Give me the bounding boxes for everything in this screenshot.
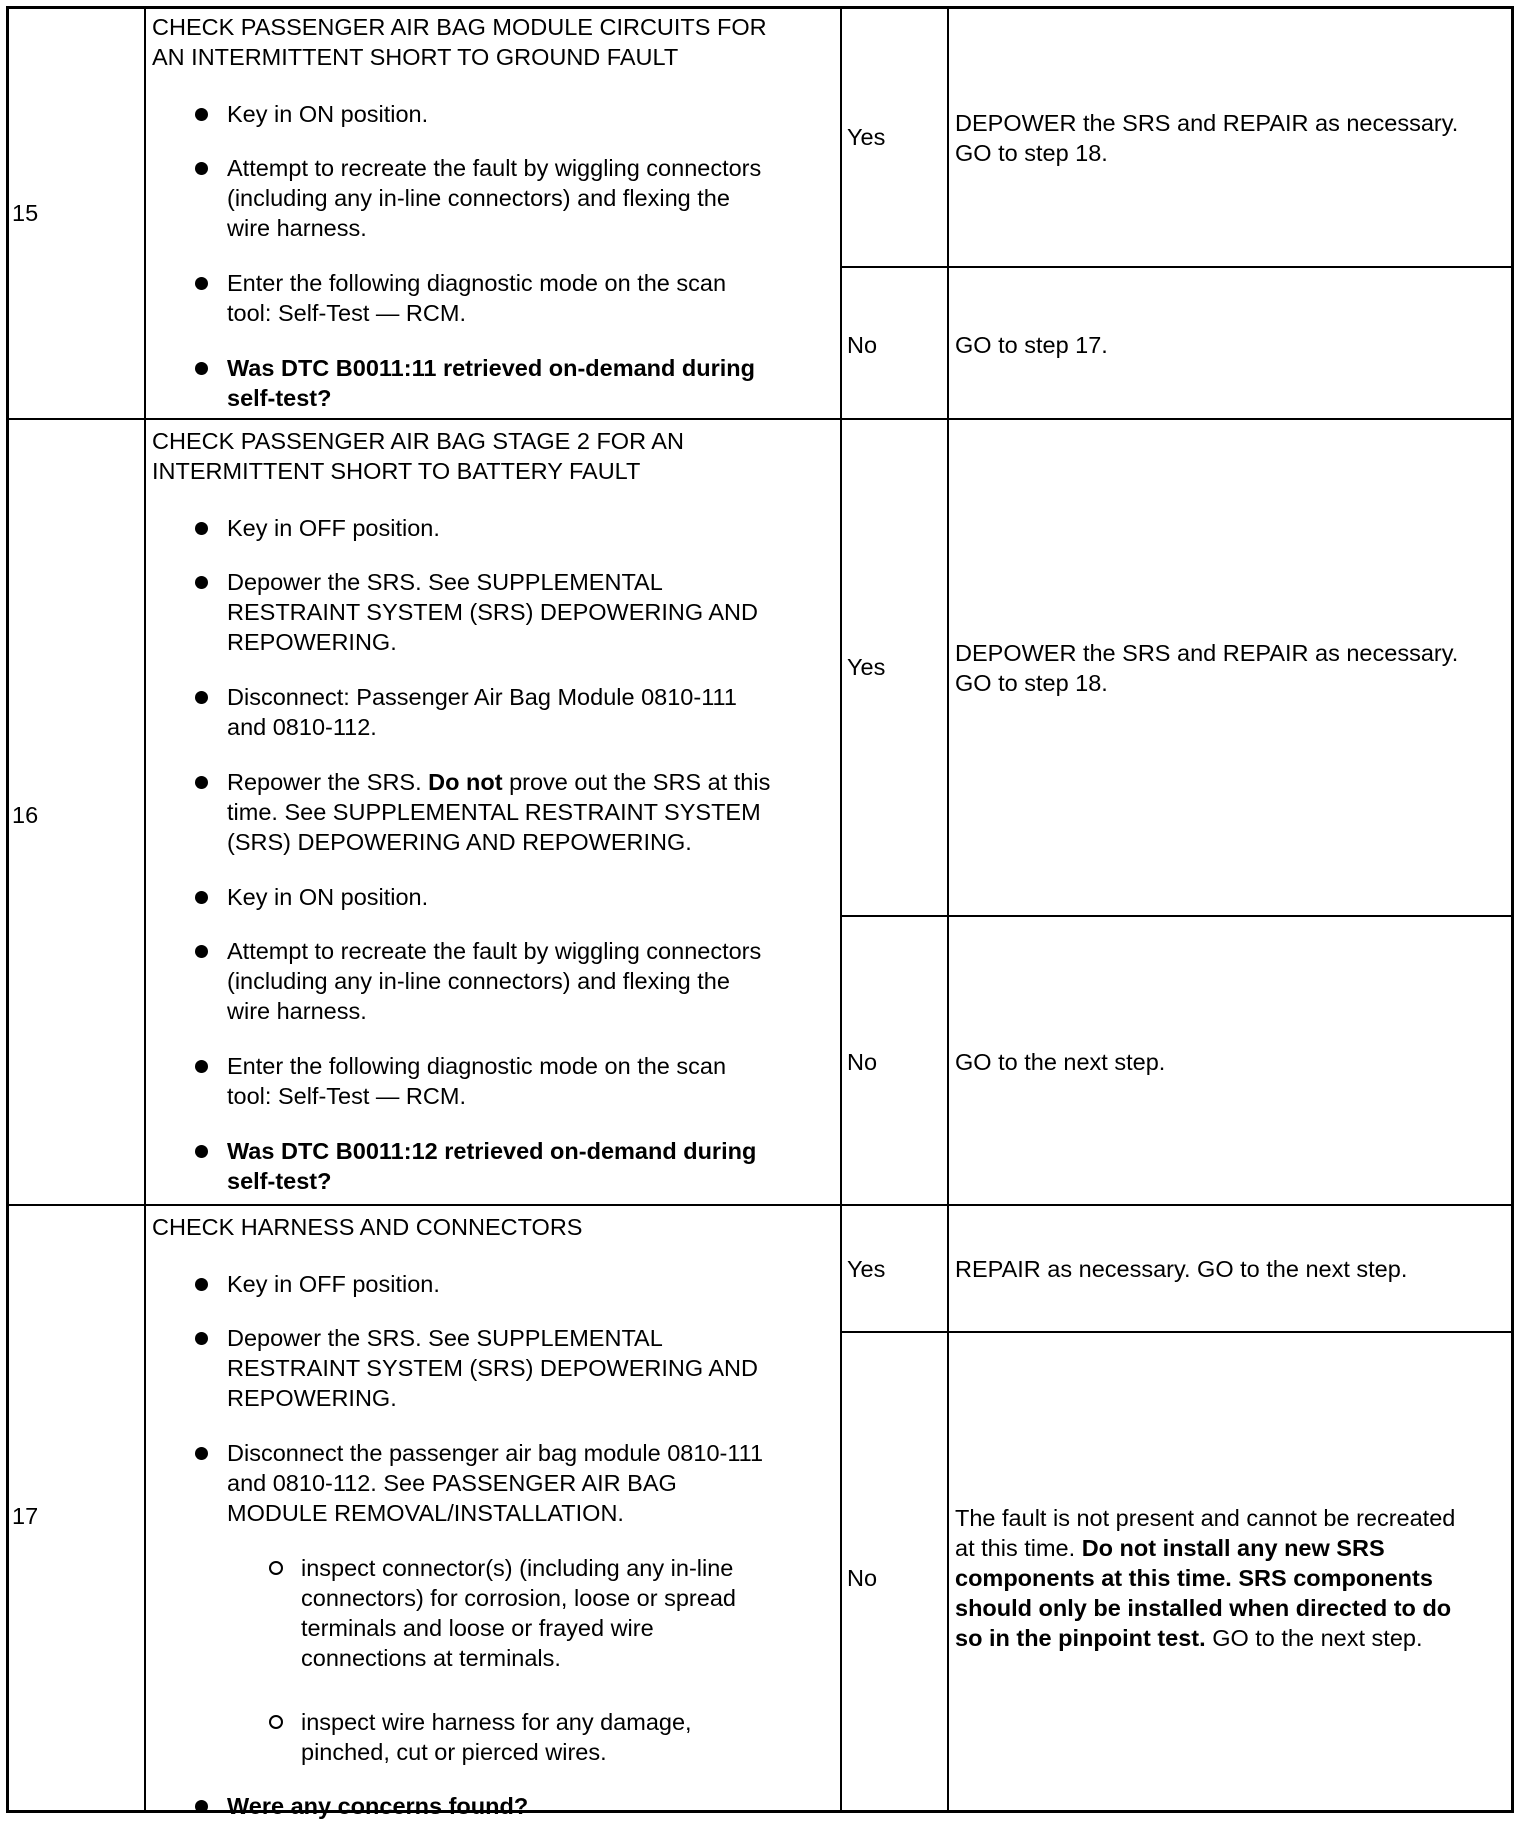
step-title: INTERMITTENT SHORT TO BATTERY FAULT [152, 458, 641, 484]
action-text: Depower the SRS. See SUPPLEMENTAL [227, 569, 663, 595]
result-text-part: at this time. [955, 1535, 1076, 1561]
action-subtext: inspect connector(s) (including any in-line [301, 1555, 734, 1581]
column-divider [144, 6, 146, 1813]
action-text [227, 767, 770, 797]
result-text [955, 1503, 1455, 1533]
action-text: Attempt to recreate the fault by wiggling connectors [227, 155, 762, 181]
warning-text: so in the pinpoint test. [955, 1625, 1206, 1651]
bullet-icon [195, 945, 208, 958]
action-text: time. See SUPPLEMENTAL RESTRAINT SYSTEM [227, 799, 761, 825]
step-number: 16 [12, 802, 39, 828]
bullet-icon [195, 108, 208, 121]
row-divider [6, 1204, 1514, 1206]
result-text: DEPOWER the SRS and REPAIR as necessary. [955, 110, 1459, 136]
result-text: GO to step 17. [955, 332, 1108, 358]
action-text: Depower the SRS. See SUPPLEMENTAL [227, 1325, 663, 1351]
bullet-icon [195, 522, 208, 535]
warning-text: should only be installed when directed to do [955, 1595, 1452, 1621]
row-divider [6, 418, 1514, 420]
action-subtext: terminals and loose or frayed wire [301, 1615, 654, 1641]
action-text-part: Repower the SRS. [227, 769, 422, 795]
result-text: REPAIR as necessary. GO to the next step. [955, 1256, 1408, 1282]
question-text: Was DTC B0011:12 retrieved on-demand during [227, 1138, 757, 1164]
sub-bullet-icon [269, 1561, 283, 1575]
action-text: Enter the following diagnostic mode on the scan [227, 270, 727, 296]
action-text-part: prove out the SRS at this [509, 769, 771, 795]
action-text: (including any in-line connectors) and flexing the [227, 185, 730, 211]
action-subtext: inspect wire harness for any damage, [301, 1709, 692, 1735]
bullet-icon [195, 1332, 208, 1345]
action-text: REPOWERING. [227, 629, 397, 655]
answer-yes: Yes [847, 1256, 886, 1282]
step-number: 15 [12, 200, 39, 226]
action-text: and 0810-112. [227, 714, 377, 740]
question-text: self-test? [227, 1168, 332, 1194]
action-text: Disconnect the passenger air bag module 0810-111 [227, 1440, 764, 1466]
step-title: CHECK HARNESS AND CONNECTORS [152, 1214, 583, 1240]
result-divider [840, 1331, 1514, 1333]
action-text: Enter the following diagnostic mode on the scan [227, 1053, 727, 1079]
action-text: RESTRAINT SYSTEM (SRS) DEPOWERING AND [227, 1355, 758, 1381]
action-text: Disconnect: Passenger Air Bag Module 0810-111 [227, 684, 737, 710]
answer-no: No [847, 332, 878, 358]
action-text: Key in OFF position. [227, 515, 440, 541]
bullet-icon [195, 1145, 208, 1158]
bullet-icon [195, 277, 208, 290]
result-text: DEPOWER the SRS and REPAIR as necessary. [955, 640, 1459, 666]
action-text: Key in OFF position. [227, 1271, 440, 1297]
action-text: wire harness. [227, 215, 367, 241]
action-text: (including any in-line connectors) and flexing the [227, 968, 730, 994]
question-text: Were any concerns found? [227, 1793, 529, 1819]
answer-yes: Yes [847, 124, 886, 150]
bullet-icon [195, 691, 208, 704]
action-text: REPOWERING. [227, 1385, 397, 1411]
step-number: 17 [12, 1503, 39, 1529]
result-text: GO to step 18. [955, 670, 1108, 696]
question-text: Was DTC B0011:11 retrieved on-demand during [227, 355, 756, 381]
action-text: and 0810-112. See PASSENGER AIR BAG [227, 1470, 677, 1496]
warning-text: components at this time. SRS components [955, 1565, 1433, 1591]
result-divider [840, 266, 1514, 268]
action-text: RESTRAINT SYSTEM (SRS) DEPOWERING AND [227, 599, 758, 625]
bullet-icon [195, 1060, 208, 1073]
action-text: (SRS) DEPOWERING AND REPOWERING. [227, 829, 692, 855]
result-text: GO to step 18. [955, 140, 1108, 166]
result-text-part: GO to the next step. [1212, 1625, 1423, 1651]
result-text-part: The fault is not present and cannot be recreated [955, 1505, 1456, 1531]
answer-no: No [847, 1049, 878, 1075]
column-divider [947, 6, 949, 1813]
result-text: GO to the next step. [955, 1049, 1166, 1075]
action-text: tool: Self-Test — RCM. [227, 1083, 466, 1109]
result-divider [840, 915, 1514, 917]
action-subtext: connectors) for corrosion, loose or spread [301, 1585, 736, 1611]
step-title: AN INTERMITTENT SHORT TO GROUND FAULT [152, 44, 679, 70]
bullet-icon [195, 891, 208, 904]
bullet-icon [195, 576, 208, 589]
bullet-icon [195, 1800, 208, 1813]
sub-bullet-icon [269, 1715, 283, 1729]
action-text: Attempt to recreate the fault by wiggling connectors [227, 938, 762, 964]
action-text: tool: Self-Test — RCM. [227, 300, 466, 326]
column-divider [840, 6, 842, 1813]
answer-no: No [847, 1565, 878, 1591]
step-title: CHECK PASSENGER AIR BAG STAGE 2 FOR AN [152, 428, 684, 454]
action-text: wire harness. [227, 998, 367, 1024]
answer-yes: Yes [847, 654, 886, 680]
bullet-icon [195, 1447, 208, 1460]
bullet-icon [195, 162, 208, 175]
action-text: MODULE REMOVAL/INSTALLATION. [227, 1500, 624, 1526]
warning-text: Do not install any new SRS [1081, 1535, 1385, 1561]
action-subtext: connections at terminals. [301, 1645, 561, 1671]
result-text [955, 1533, 1385, 1563]
step-title: CHECK PASSENGER AIR BAG MODULE CIRCUITS FOR [152, 14, 767, 40]
question-text: self-test? [227, 385, 332, 411]
action-text: Key in ON position. [227, 884, 429, 910]
bullet-icon [195, 1278, 208, 1291]
action-text: Key in ON position. [227, 101, 429, 127]
bullet-icon [195, 776, 208, 789]
emphasis-text: Do not [428, 769, 503, 795]
result-text [955, 1623, 1423, 1653]
bullet-icon [195, 362, 208, 375]
action-subtext: pinched, cut or pierced wires. [301, 1739, 607, 1765]
